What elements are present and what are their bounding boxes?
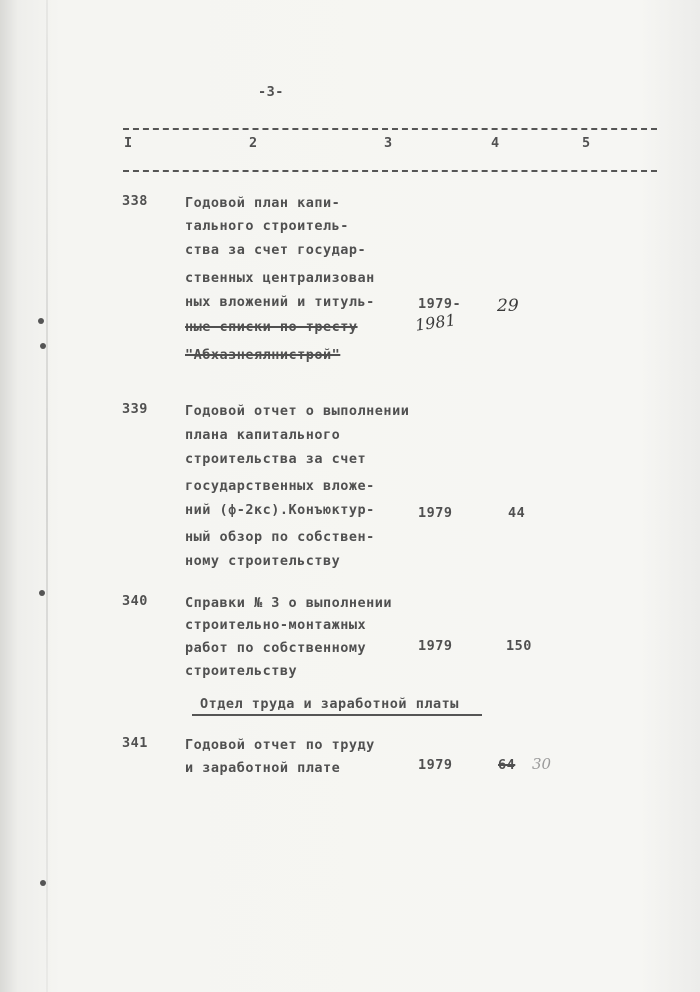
entry-title-line: работ по собственному [185, 640, 367, 656]
entry-title-line: ный обзор по собствен- [185, 529, 375, 545]
entry-year: 1979 [418, 505, 453, 521]
entry-count: 44 [508, 505, 526, 521]
column-header-2: 2 [249, 135, 258, 151]
entry-title-line: строительства за счет [185, 451, 367, 467]
header-rule-top [123, 128, 657, 130]
entry-year: 1979 [418, 757, 453, 773]
entry-title-line: и заработной плате [185, 760, 341, 776]
entry-title-line: ному строительству [185, 553, 341, 569]
entry-year: 1979 [418, 638, 453, 654]
page-fold [46, 0, 48, 992]
entry-title-line: ственных централизован [185, 270, 375, 286]
entry-title-line: Годовой план капи- [185, 195, 341, 211]
entry-title-line: плана капитального [185, 427, 341, 443]
entry-title-line: ний (ф-2кс).Конъюктур- [185, 502, 375, 518]
section-heading-underline [192, 714, 482, 716]
entry-number: 340 [122, 593, 148, 609]
entry-title-line: строительству [185, 663, 298, 679]
entry-count-pencil: 30 [532, 755, 552, 773]
entry-number: 338 [122, 193, 148, 209]
entry-title-line: тального строитель- [185, 218, 349, 234]
entry-title-line: строительно-монтажных [185, 617, 367, 633]
entry-count: 29 [497, 296, 519, 316]
entry-title-line: ства за счет государ- [185, 242, 367, 258]
punch-hole [39, 590, 45, 596]
entry-number: 339 [122, 401, 148, 417]
punch-hole [38, 318, 44, 324]
header-rule-bottom [123, 170, 657, 172]
column-header-1: I [124, 135, 133, 151]
entry-title-line-struck: "Абхазнеялнистрой" [185, 347, 341, 363]
entry-count: 150 [506, 638, 532, 654]
page-number: -3- [258, 84, 284, 100]
entry-title-line: Годовой отчет по труду [185, 737, 375, 753]
column-header-3: 3 [384, 135, 393, 151]
entry-number: 341 [122, 735, 148, 751]
section-heading: Отдел труда и заработной платы [200, 696, 459, 712]
entry-year: 1979- [418, 296, 462, 312]
punch-hole [40, 880, 46, 886]
column-header-5: 5 [582, 135, 591, 151]
punch-hole [40, 343, 46, 349]
entry-count-struck: 64 [498, 757, 516, 773]
entry-title-line: ных вложений и титуль- [185, 294, 375, 310]
entry-title-line: Справки № 3 о выполнении [185, 595, 393, 611]
entry-title-line: Годовой отчет о выполнении [185, 403, 410, 419]
entry-title-line-struck: ные списки по тресту [185, 319, 358, 335]
entry-title-line: государственных вложе- [185, 478, 375, 494]
column-header-4: 4 [491, 135, 500, 151]
entry-year-handwritten: 1981 [413, 310, 457, 335]
